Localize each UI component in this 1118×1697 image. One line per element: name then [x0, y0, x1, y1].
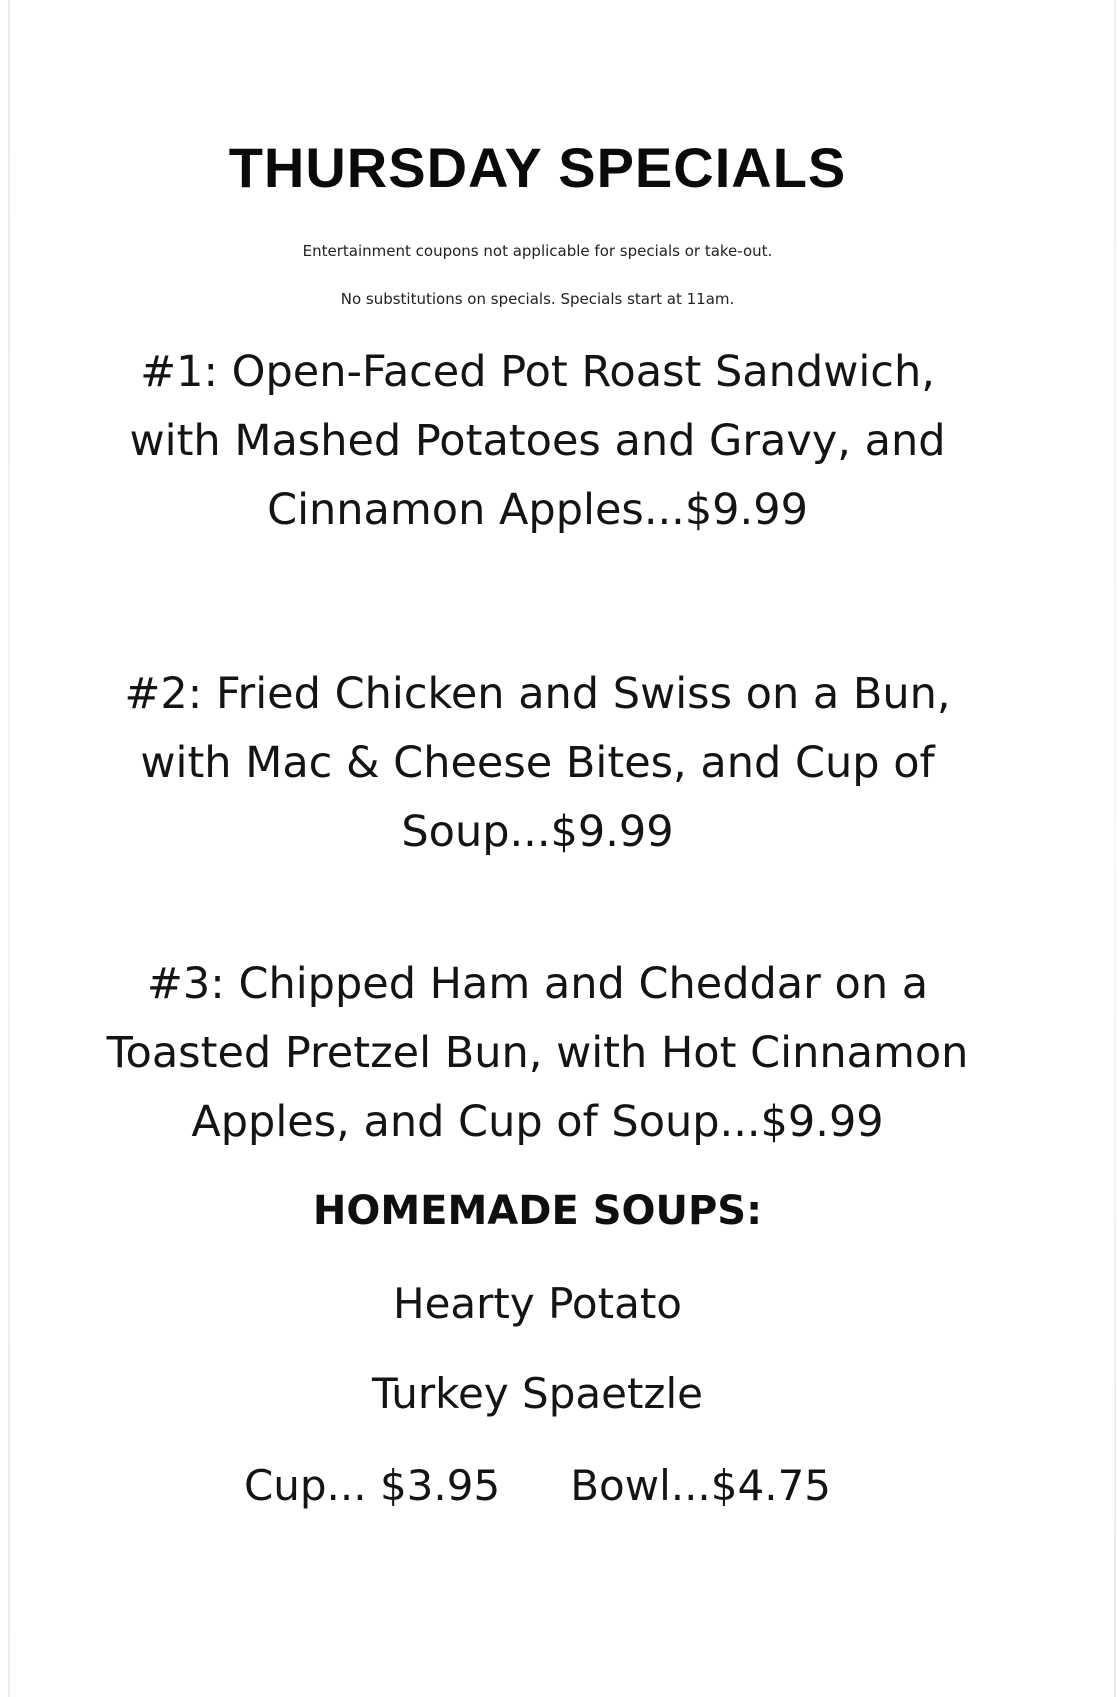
cup-price: Cup... $3.95	[243, 1461, 501, 1510]
page-edge-right	[1114, 0, 1116, 1697]
substitution-note: No substitutions on specials. Specials start at 11am.	[340, 290, 735, 308]
special-item-2	[0, 660, 1075, 867]
special-2-line-3: Soup...$9.99	[401, 807, 674, 857]
special-2-line-1: #2: Fried Chicken and Swiss on a Bun,	[124, 669, 951, 719]
soup-prices	[0, 1458, 1075, 1514]
bowl-price: Bowl...$4.75	[570, 1461, 832, 1510]
special-3-line-1: #3: Chipped Ham and Cheddar on a	[146, 959, 929, 1009]
soup-item-hearty-potato: Hearty Potato	[393, 1279, 682, 1328]
special-1-line-1: #1: Open-Faced Pot Roast Sandwich,	[140, 347, 935, 397]
special-item-3	[0, 950, 1075, 1157]
coupon-note: Entertainment coupons not applicable for specials or take-out.	[302, 242, 773, 260]
special-3-line-3: Apples, and Cup of Soup...$9.99	[191, 1097, 884, 1147]
special-item-1	[0, 338, 1075, 545]
special-1-line-2: with Mashed Potatoes and Gravy, and	[129, 416, 946, 466]
page-title: THURSDAY SPECIALS	[228, 136, 847, 199]
special-1-line-3: Cinnamon Apples...$9.99	[267, 485, 808, 535]
soups-heading: HOMEMADE SOUPS:	[312, 1188, 763, 1234]
special-3-line-2: Toasted Pretzel Bun, with Hot Cinnamon	[106, 1028, 969, 1078]
soup-item-turkey-spaetzle: Turkey Spaetzle	[372, 1369, 703, 1418]
special-2-line-2: with Mac & Cheese Bites, and Cup of	[140, 738, 935, 788]
